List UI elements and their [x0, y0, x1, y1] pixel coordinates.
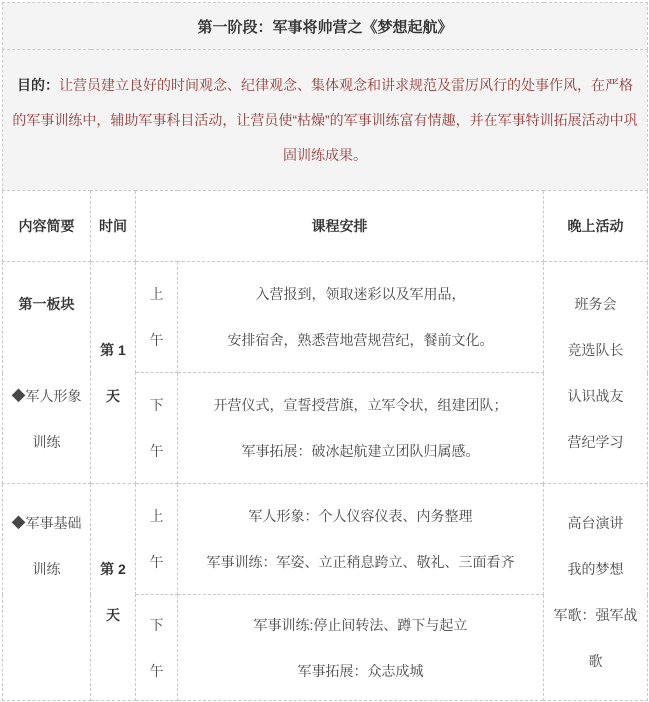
- text-line: 午: [149, 662, 164, 679]
- cell-course: [178, 373, 544, 484]
- text-line: 午: [149, 554, 164, 570]
- text-line: 安排宿舍，熟悉营地营规营纪，餐前文化。: [227, 332, 494, 348]
- text-line: 军事训练:停止间转法、蹲下与起立: [253, 616, 468, 633]
- cell-evening-activity: [544, 484, 648, 701]
- page-title: 第一阶段：军事将帅营之《梦想起航》: [3, 3, 648, 50]
- cell-evening-activity: [544, 262, 648, 484]
- text-line: 天: [106, 387, 120, 404]
- text-line: ◆军人形象: [11, 387, 82, 404]
- text-line: 军事拓展：破冰起航建立团队归属感。: [241, 443, 480, 459]
- cell-module-summary: [3, 262, 91, 484]
- schedule-table: [2, 2, 648, 701]
- text-line: [3, 327, 90, 373]
- text-line: 入营报到，领取迷彩以及军用品，: [255, 286, 466, 302]
- cell-period: [136, 484, 178, 595]
- text-line: 天: [106, 607, 120, 623]
- text-line: 上: [149, 286, 164, 302]
- text-line: 下: [149, 616, 164, 633]
- text-line: [3, 592, 90, 638]
- text-line: 午: [149, 443, 164, 459]
- text-line: [3, 638, 90, 684]
- text-line: 班务会: [574, 295, 617, 312]
- text-line: 训练: [32, 433, 61, 450]
- table-row: [3, 484, 648, 595]
- cell-module-summary: [3, 484, 91, 701]
- text-line: 军歌：强军战: [553, 607, 638, 623]
- purpose-label: 目的：: [17, 76, 59, 93]
- purpose-paragraph: [3, 50, 648, 191]
- table-header-row: [3, 191, 648, 262]
- cell-course: [178, 484, 544, 595]
- cell-period: [136, 262, 178, 373]
- text-line: 军人形象：个人仪容仪表、内务整理: [248, 508, 473, 524]
- text-line: 第一板块: [18, 295, 75, 312]
- header-course-arrangement: 课程安排: [136, 191, 544, 262]
- text-line: 营纪学习: [567, 433, 624, 450]
- cell-period: [136, 373, 178, 484]
- cell-day: [91, 262, 136, 484]
- text-line: 午: [149, 332, 164, 348]
- text-line: 我的梦想: [567, 561, 624, 577]
- header-time: 时间: [91, 191, 136, 262]
- header-content-summary: 内容简要: [3, 191, 91, 262]
- text-line: 第 2: [100, 561, 126, 577]
- text-line: 军事拓展：众志成城: [297, 662, 424, 679]
- text-line: 竞选队长: [567, 341, 624, 358]
- text-line: 下: [149, 397, 164, 413]
- cell-period: [136, 595, 178, 701]
- text-line: 军事训练：军姿、立正稍息跨立、敬礼、三面看齐: [206, 554, 515, 570]
- header-evening-activity: 晚上活动: [544, 191, 648, 262]
- text-line: ◆军事基础: [11, 515, 82, 531]
- text-line: 训练: [32, 561, 61, 577]
- cell-course: [178, 595, 544, 701]
- cell-day: [91, 484, 136, 701]
- table-row: [3, 262, 648, 373]
- text-line: 认识战友: [567, 387, 624, 404]
- text-line: 歌: [588, 653, 603, 669]
- text-line: 第 1: [100, 341, 126, 358]
- cell-course: [178, 262, 544, 373]
- text-line: 上: [149, 508, 164, 524]
- text-line: 开营仪式，宣誓授营旗，立军令状，组建团队；: [213, 397, 508, 413]
- text-line: 高台演讲: [567, 515, 624, 531]
- purpose-text: 让营员建立良好的时间观念、纪律观念、集体观念和讲求规范及雷厉风行的处事作风，在严格的军事训练中，辅助军事科目活动，让营员使“枯燥”的军事训练富有情趣，并在军事特训拓展活动中巩固训练成果。: [12, 76, 638, 163]
